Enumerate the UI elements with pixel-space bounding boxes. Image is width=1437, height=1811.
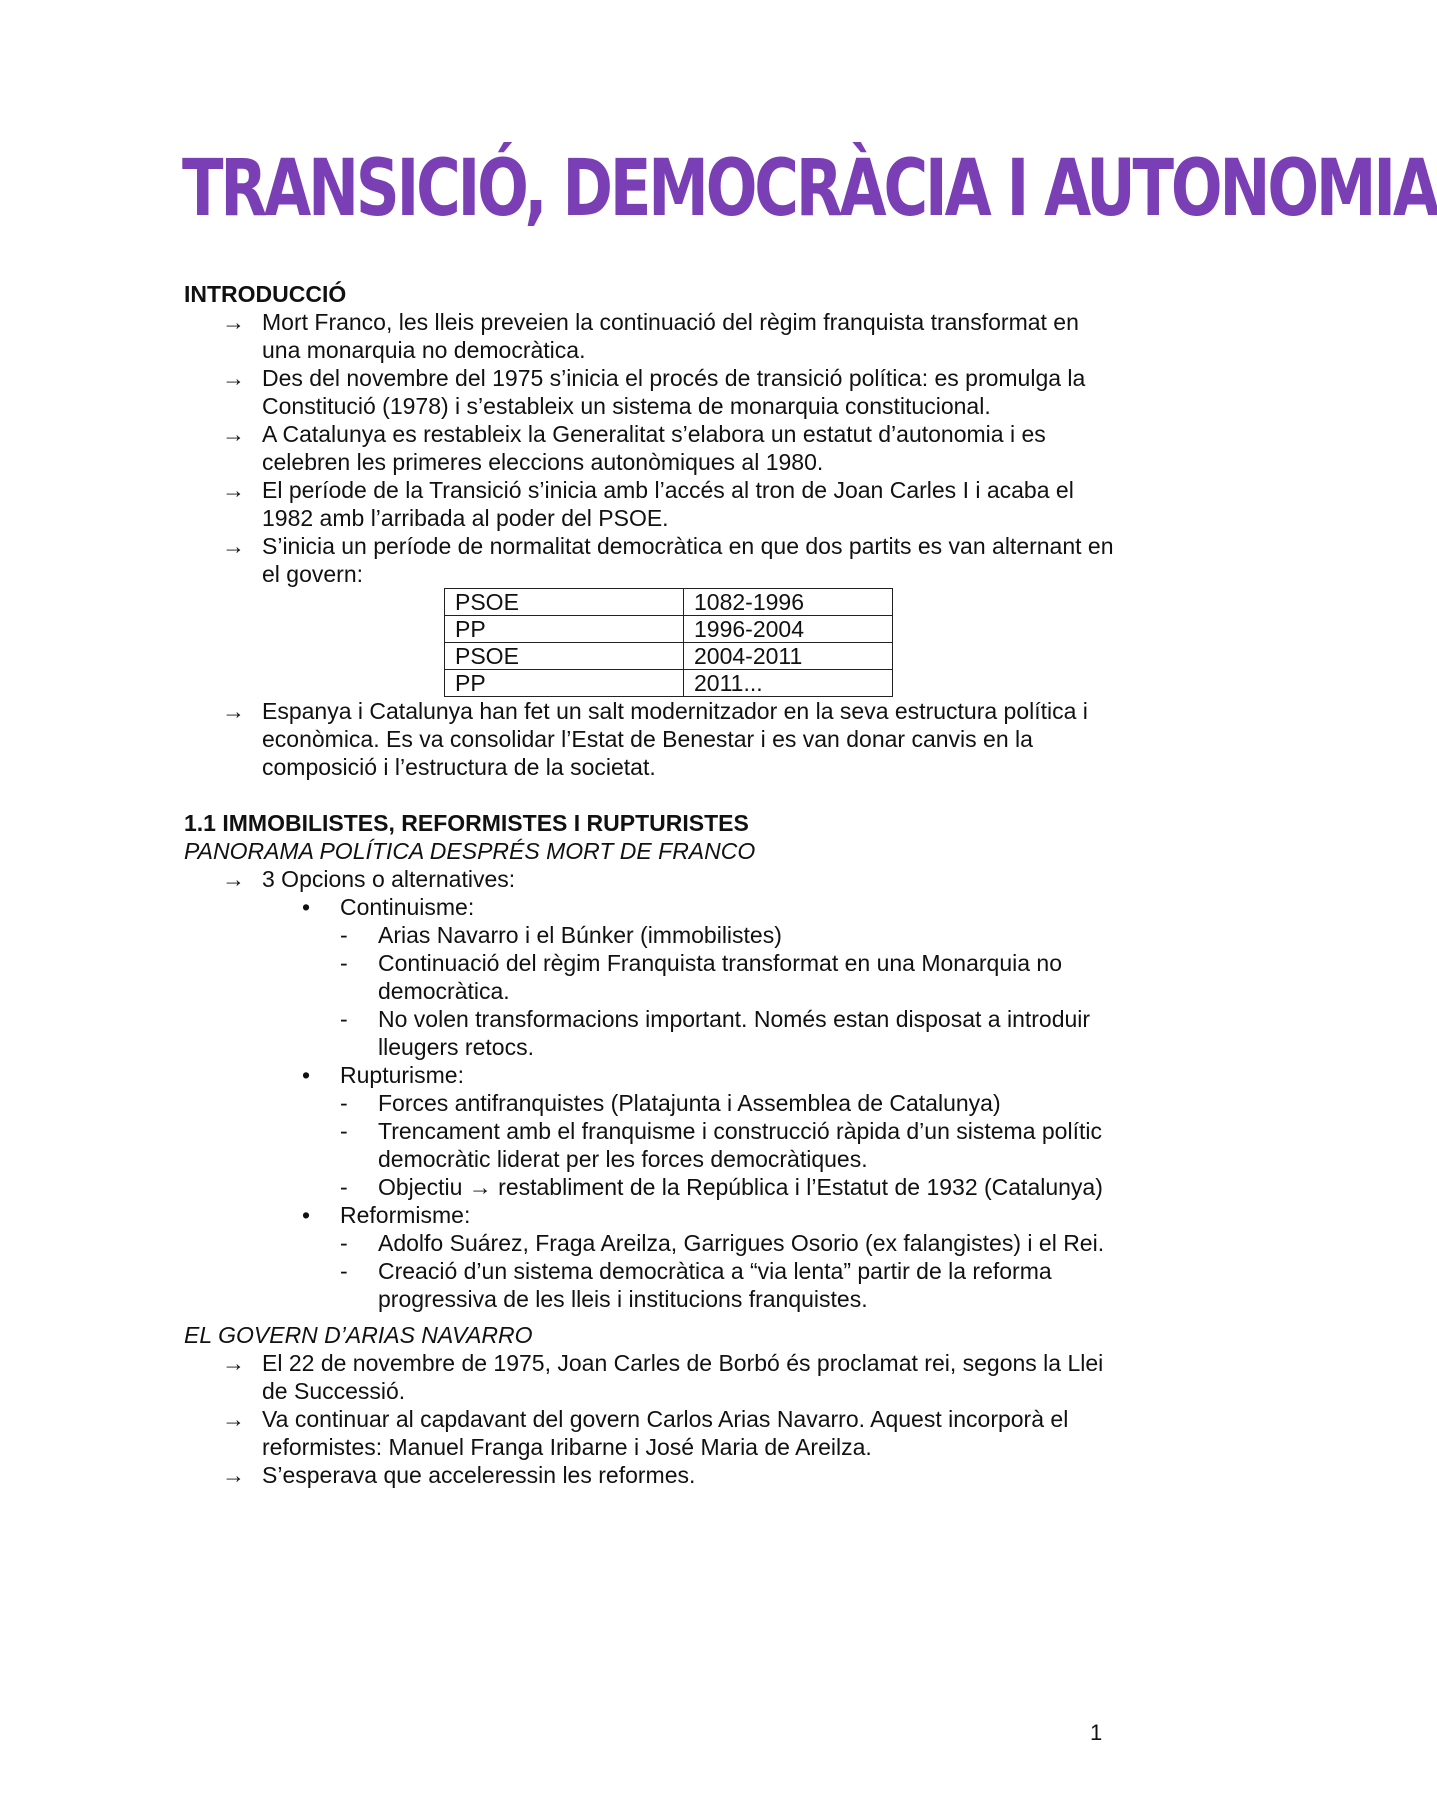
document-content <box>184 280 1114 1489</box>
list-item <box>184 532 1114 588</box>
option-points <box>184 1089 1114 1201</box>
list-item <box>184 364 1114 420</box>
arrow-icon: → <box>222 365 245 391</box>
arrow-icon: → <box>222 533 245 559</box>
page-number: 1 <box>1090 1720 1103 1745</box>
options-intro-list <box>184 865 1114 893</box>
point-text: Forces antifranquistes (Platajunta i Assemblea de Catalunya) <box>378 1090 1001 1116</box>
table-row <box>445 643 893 670</box>
point-item <box>184 1117 1114 1173</box>
point-text: Creació d’un sistema democràtica a “via lenta” partir de la reforma progressiva de les lleis i institucions franquistes. <box>378 1258 1052 1312</box>
arrow-icon: → <box>222 1350 245 1376</box>
dash-icon: - <box>340 1174 348 1200</box>
point-item <box>184 1173 1114 1201</box>
list-item <box>184 1405 1114 1461</box>
option-list <box>184 1061 1114 1089</box>
dash-icon: - <box>340 1090 348 1116</box>
table-row <box>445 616 893 643</box>
point-item <box>184 1089 1114 1117</box>
intro-list <box>184 308 1114 588</box>
dash-icon: - <box>340 922 348 948</box>
arrow-icon: → <box>222 309 245 335</box>
item-text: Mort Franco, les lleis preveien la continuació del règim franquista transformat en una monarquia no democràtica. <box>262 309 1079 363</box>
govern-list <box>184 1349 1114 1489</box>
intro-list-continued <box>184 697 1114 781</box>
option-item <box>184 1201 1114 1229</box>
arrow-icon: → <box>222 1462 245 1488</box>
years-cell: 2004-2011 <box>684 643 893 670</box>
item-text: S’esperava que acceleressin les reformes. <box>262 1462 696 1488</box>
item-text: S’inicia un període de normalitat democràtica en que dos partits es van alternant en el govern: <box>262 533 1114 587</box>
item-text: Des del novembre del 1975 s’inicia el procés de transició política: es promulga la Constitució (1978) i s’estableix un sistema de monarquia constitucional. <box>262 365 1086 419</box>
point-text: Continuació del règim Franquista transformat en una Monarquia no democràtica. <box>378 950 1062 1004</box>
point-text: Adolfo Suárez, Fraga Areilza, Garrigues Osorio (ex falangistes) i el Rei. <box>378 1230 1105 1256</box>
point-text: No volen transformacions important. Només estan disposat a introduir lleugers retocs. <box>378 1006 1091 1060</box>
list-item <box>184 1461 1114 1489</box>
point-text: Trencament amb el franquisme i construcció ràpida d’un sistema polític democràtic liderat per les forces democràtiques. <box>378 1118 1102 1172</box>
item-text: 3 Opcions o alternatives: <box>262 866 516 892</box>
option-name: Rupturisme: <box>340 1062 464 1088</box>
option-points <box>184 921 1114 1061</box>
list-item <box>184 476 1114 532</box>
dash-icon: - <box>340 1230 348 1256</box>
bullet-icon: • <box>302 894 311 920</box>
option-name: Continuisme: <box>340 894 475 920</box>
item-text: Espanya i Catalunya han fet un salt modernitzador en la seva estructura política i econòmica. Es va consolidar l’Estat de Benestar i es van donar canvis en la composició i l’estructura de la societat. <box>262 698 1088 780</box>
point-item <box>184 921 1114 949</box>
item-text: El període de la Transició s’inicia amb l’accés al tron de Joan Carles I i acaba el 1982 amb l’arribada al poder del PSOE. <box>262 477 1074 531</box>
option-name: Reformisme: <box>340 1202 471 1228</box>
item-text: A Catalunya es restableix la Generalitat s’elabora un estatut d’autonomia i es celebren les primeres eleccions autonòmiques al 1980. <box>262 421 1046 475</box>
list-item <box>184 1349 1114 1405</box>
option-list <box>184 1201 1114 1229</box>
table-row <box>445 670 893 697</box>
years-cell: 1082-1996 <box>684 589 893 616</box>
list-item <box>184 308 1114 364</box>
point-text: Objectiu → restabliment de la República i l’Estatut de 1932 (Catalunya) <box>378 1174 1103 1200</box>
arrow-icon: → <box>222 421 245 447</box>
list-item <box>184 865 1114 893</box>
item-text: Va continuar al capdavant del govern Carlos Arias Navarro. Aquest incorporà el reformistes: Manuel Franga Iribarne i José Maria de Areilza. <box>262 1406 1069 1460</box>
party-cell: PSOE <box>445 643 684 670</box>
option-list <box>184 893 1114 921</box>
years-cell: 2011... <box>684 670 893 697</box>
item-text: El 22 de novembre de 1975, Joan Carles de Borbó és proclamat rei, segons la Llei de Successió. <box>262 1350 1104 1404</box>
bullet-icon: • <box>302 1062 311 1088</box>
dash-icon: - <box>340 950 348 976</box>
years-cell: 1996-2004 <box>684 616 893 643</box>
point-item <box>184 1229 1114 1257</box>
dash-icon: - <box>340 1006 348 1032</box>
intro-heading: INTRODUCCIÓ <box>184 281 347 307</box>
section-subheading: EL GOVERN D’ARIAS NAVARRO <box>184 1322 533 1348</box>
option-item <box>184 893 1114 921</box>
point-item <box>184 1005 1114 1061</box>
list-item <box>184 697 1114 781</box>
party-cell: PP <box>445 616 684 643</box>
dash-icon: - <box>340 1258 348 1284</box>
point-item <box>184 949 1114 1005</box>
bullet-icon: • <box>302 1202 311 1228</box>
list-item <box>184 420 1114 476</box>
point-text: Arias Navarro i el Búnker (immobilistes) <box>378 922 782 948</box>
arrow-icon: → <box>222 698 245 724</box>
parties-table <box>444 588 893 697</box>
arrow-icon: → <box>222 1406 245 1432</box>
arrow-icon: → <box>222 477 245 503</box>
section-heading: 1.1 IMMOBILISTES, REFORMISTES I RUPTURISTES <box>184 810 749 836</box>
point-item <box>184 1257 1114 1313</box>
arrow-icon: → <box>222 866 245 892</box>
option-points <box>184 1229 1114 1313</box>
section-subheading: PANORAMA POLÍTICA DESPRÉS MORT DE FRANCO <box>184 838 756 864</box>
table-row <box>445 589 893 616</box>
party-cell: PP <box>445 670 684 697</box>
document-title: TRANSICIÓ, DEMOCRÀCIA I AUTONOMIA <box>182 144 1437 234</box>
dash-icon: - <box>340 1118 348 1144</box>
option-item <box>184 1061 1114 1089</box>
party-cell: PSOE <box>445 589 684 616</box>
